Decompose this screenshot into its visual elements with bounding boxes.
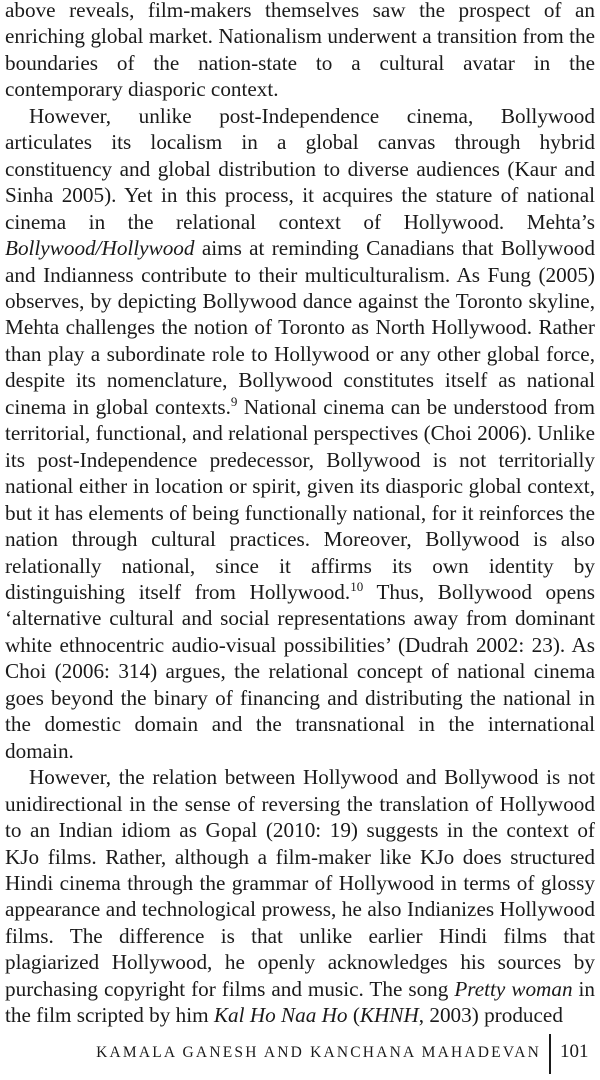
paragraph-1-text: above reveals, film-makers themselves saw the prospect of an enriching global market. Nationalism underwent a transition from the boundaries of the nation-state to a cultural avatar in the contemporary diasporic context. [5, 0, 595, 102]
paragraph-2-text-2: aims at reminding Canadians that Bollywood and Indianness contribute to their multiculturalism. As Fung (2005) observes, by depicting Bollywood dance against the Toronto skyline, Mehta challenges the notion of Toronto as North Hollywood. Rather than play a subordinate role to Hollywood or any other global force, despite its nomenclature, Bollywood constitutes itself as national cinema in global contexts. [5, 236, 595, 419]
paragraph-2 [5, 103, 595, 764]
body-text [5, 0, 595, 1029]
running-head: KAMALA GANESH AND KANCHANA MAHADEVAN [96, 1044, 541, 1061]
footnote-ref: 9 [230, 393, 238, 409]
paragraph-2-text-4: Thus, Bollywood opens ‘alternative cultural and social representations away from dominant white ethnocentric audio-visual possibilities’ (Dudrah 2002: 23). As Choi (2006: 314) argues, the relational concept of national cinema goes beyond the binary of financing and distributing the national in the domestic domain and the transnational in the international domain. [5, 579, 595, 763]
footer-divider [549, 1034, 551, 1074]
paragraph-3 [5, 764, 595, 1029]
page-footer [0, 1034, 600, 1074]
paragraph-1 [5, 0, 595, 103]
film-title: Bollywood/Hollywood [5, 236, 195, 261]
film-title: Kal Ho Naa Ho [213, 1003, 348, 1028]
paragraph-3-text-2: in the film scripted by him [5, 976, 596, 1028]
paragraph-2-text-1: However, unlike post-Independence cinema, Bollywood articulates its localism in a global canvas through hybrid constituency and global distribution to diverse audiences (Kaur and Sinha 2005). Yet in this process, it acquires the stature of national cinema in the relational context of Hollywood. Mehta’s [5, 103, 595, 234]
footnote-ref: 10 [350, 578, 364, 594]
song-title: Pretty woman [454, 976, 573, 1001]
page-number: 101 [560, 1041, 589, 1062]
paragraph-3-text-1: However, the relation between Hollywood and Bollywood is not unidirectional in the sense of reversing the translation of Hollywood to an Indian idiom as Gopal (2010: 19) suggests in the context of KJo films. Rather, although a film-maker like KJo does structured Hindi cinema through the grammar of Hollywood in terms of glossy appearance and technological prowess, he also Indianizes Hollywood films. The difference is that unlike earlier Hindi films that plagiarized Hollywood, he openly acknowledges his sources by purchasing copyright for films and music. The song [5, 765, 595, 1001]
paragraph-3-text-4: , 2003) produced [418, 1003, 563, 1028]
film-abbreviation: KHNH [359, 1003, 419, 1028]
paragraph-3-text-3: ( [347, 1003, 360, 1028]
paragraph-2-text-3: National cinema can be understood from territorial, functional, and relational perspectives (Choi 2006). Unlike its post-Independence predecessor, Bollywood is not territorially national either in location or spirit, given its diasporic global context, but it has elements of being functionally national, for it reinforces the nation through cultural practices. Moreover, Bollywood is also relationally national, since it affirms its own identity by distinguishing itself from Hollywood. [5, 394, 595, 604]
